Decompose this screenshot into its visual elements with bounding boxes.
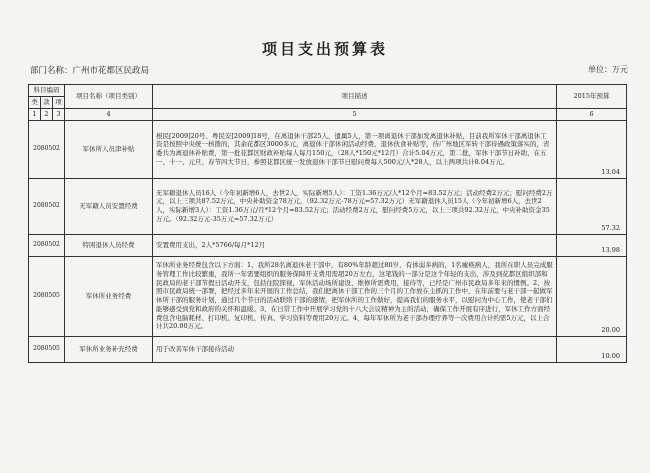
project-description-header: 项目描述 xyxy=(153,85,557,109)
lei-header: 类 xyxy=(29,96,41,108)
project-name-cell: 特困退休人员经费 xyxy=(65,234,153,256)
xiang-header: 项 xyxy=(53,96,65,108)
subject-code-cell: 2080505 xyxy=(29,336,65,362)
project-name-cell: 军休所业务补充经费 xyxy=(65,336,153,362)
project-name-cell: 军休所业务经费 xyxy=(65,256,153,336)
project-description-cell: 无军籍退休人员16人（今年初新增6人，去世2人，实际新增5人）：工资1.36万元/人*12个月=83.52万元；活动经费2万元；慰问经费2万元，以上三项共87.52万元，中央补助资金78万元，（92.32万元-78万元=57.32万元）无军籍退休人员15人（今年初新增6人，去世2人，实际新增3人）：工资1.36万元/月*12个月=83.52万元；活动经费2万元，慰问经费5万元，以上三项共92.32万元，中央补助资金35万元。（92.32万元-35万元=57.32万元） xyxy=(153,178,557,234)
budget-cell: 13.98 xyxy=(557,234,627,256)
page-title: 项目支出预算表 xyxy=(261,40,388,58)
subject-code-cell: 2080502 xyxy=(29,178,65,234)
table-row xyxy=(29,336,627,362)
table-row xyxy=(29,120,627,178)
subject-code-cell: 2080502 xyxy=(29,120,65,178)
project-description-cell: 根民[2009]20号、粤民安[2009]18号，在离退休干部25人，遗属5人，第一项离退休干部加发离退休补贴，目前我所军休干部离退休工资是按照中央统一核拨的，其余花都区3000多元，离退休干部休闲活动经费，退休伙食补贴等，待广州地区军转干部待遇政策落实的，省委共为离退休补贴费，第一批花都区财政补贴每人每月150元，（28人*150元*12月）合计5.04万元，第二批，军休干部节日补助，在五一、十一、元旦、春节四大节日，参照花都区统一发放退休干部节日慰问费每人500元/人*28人，以上两项共计8.04万元。 xyxy=(153,120,557,178)
subject-code-cell: 2080502 xyxy=(29,234,65,256)
index-cell: 1 xyxy=(29,108,41,120)
budget-header: 2015年预算 xyxy=(557,85,627,109)
kuan-header: 款 xyxy=(41,96,53,108)
table-row xyxy=(29,256,627,336)
project-description-cell: 军休所业务经费包含以下方面：1、我所28名离退休老干部中，有80%年龄超过80岁，有体弱多病的，1名瘫痪病人，我所在职人员完成服务管理工作比较繁重，我所一年需要组织的服务保障开支费用需超20万左右，这笔钱的一部分是这个年轻的支出，涉及到花都区组织部和民政局的老干部节假日活动开支，包括住院探视，军休活动场所建设、维修所需费用，接待等，已经是广州市民政局多年来的惯例。2、按照市民政局统一部署，把经过多年来开展的工作总结，我们把离休干部工作的三个月的工作放在主抓的工作中，在年前要与老干部一起做军休所干部的服务计划，通过几个节日的活动联络干部的感情，把军休所的工作做好，提高我们的服务水平，以慰问为中心工作，使老干部们能够感受到党和政府的关怀和温暖。3、在日常工作中开展学习党的十八大会议精神为主的活动，确保工作开展有序进行，军休工作方面经费包含电脑耗材、打印机、复印机、传真、学习资料等费用20万元。4、每年军休所为老干部办理疗养等一次费用合计约需5万元，以上合计共20.00万元。 xyxy=(153,256,557,336)
budget-cell: 57.32 xyxy=(557,178,627,234)
index-row xyxy=(29,108,627,120)
table-row xyxy=(29,178,627,234)
project-name-header: 项目名称（项目类别） xyxy=(65,85,153,109)
budget-cell: 20.00 xyxy=(557,256,627,336)
index-cell: 2 xyxy=(41,108,53,120)
department-name: 部门名称：广州市花都区民政局 xyxy=(30,66,150,76)
index-cell: 5 xyxy=(153,108,557,120)
budget-cell: 13.04 xyxy=(557,120,627,178)
project-name-cell: 军休所人员津补贴 xyxy=(65,120,153,178)
table-row xyxy=(29,234,627,256)
budget-cell: 10.00 xyxy=(557,336,627,362)
unit-label: 单位：万元 xyxy=(588,65,628,74)
project-name-cell: 无军籍人员安置经费 xyxy=(65,178,153,234)
header-row-1 xyxy=(29,85,627,97)
subject-code-header: 科目编码 xyxy=(29,85,65,97)
index-cell: 4 xyxy=(65,108,153,120)
index-cell: 3 xyxy=(53,108,65,120)
project-description-cell: 用于改善军休干部接待活动 xyxy=(153,336,557,362)
index-cell: 6 xyxy=(557,108,627,120)
subject-code-cell: 2080505 xyxy=(29,256,65,336)
project-description-cell: 安置费用支出，2人*5766/每月*12月 xyxy=(153,234,557,256)
project-expenditure-table xyxy=(28,84,627,363)
